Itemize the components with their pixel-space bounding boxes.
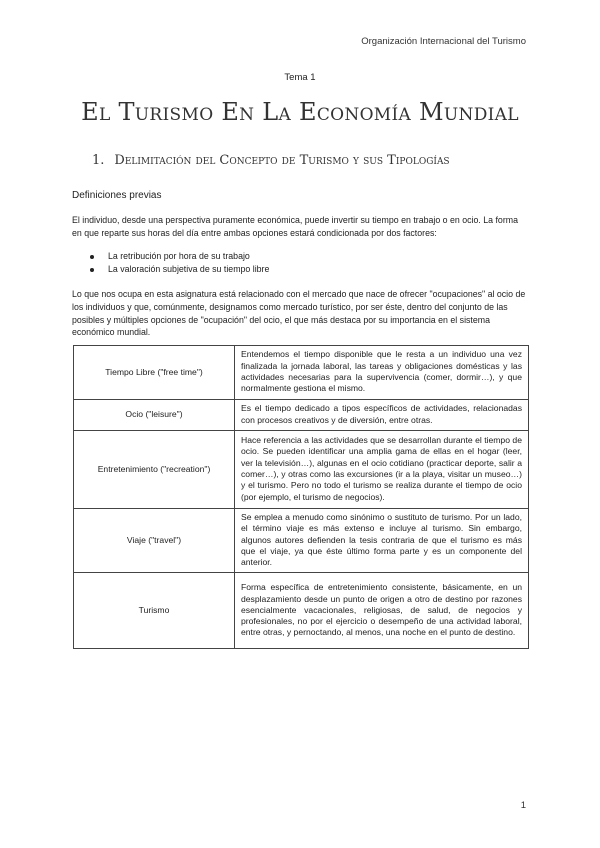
page-header: Organización Internacional del Turismo bbox=[361, 36, 526, 47]
section-heading bbox=[92, 153, 450, 168]
table-definition: Hace referencia a las actividades que se desarrollan durante el tiempo de ocio. Se pueden identificar una amplia gama de ellas en el hogar (leer, ver la televisión…), algunas en el ocio cotidiano (practicar deporte, salir a comer…), y otras como las excursiones (ir a la playa, visitar un museo…) y el turismo. Pero no todo el turismo se realiza durante el tiempo de ocio (por ejemplo, el turismo de negocios). bbox=[235, 431, 529, 509]
list-item bbox=[90, 263, 510, 276]
table-term: Ocio ("leisure") bbox=[74, 400, 235, 431]
list-item bbox=[90, 250, 510, 263]
list-item-text: La valoración subjetiva de su tiempo libre bbox=[108, 264, 270, 274]
bullet-icon bbox=[90, 268, 94, 272]
table-definition: Entendemos el tiempo disponible que le resta a un individuo una vez finalizada la jornada laboral, las tareas y obligaciones domésticas y las actividades necesarias para la supervivencia (comer, dormir…), y que normalmente gestiona el mismo. bbox=[235, 346, 529, 400]
table-term: Tiempo Libre ("free time") bbox=[74, 346, 235, 400]
table-term: Turismo bbox=[74, 573, 235, 649]
table-term: Entretenimiento ("recreation") bbox=[74, 431, 235, 509]
table-definition: Es el tiempo dedicado a tipos específicos de actividades, relacionadas con procesos creativos y de diversión, entre otras. bbox=[235, 400, 529, 431]
topic-label: Tema 1 bbox=[284, 72, 316, 83]
table-term: Viaje ("travel") bbox=[74, 509, 235, 573]
table-row bbox=[74, 431, 529, 509]
list-item-text: La retribución por hora de su trabajo bbox=[108, 251, 250, 261]
bullet-icon bbox=[90, 255, 94, 259]
subheading: Definiciones previas bbox=[72, 190, 162, 201]
page-title: El Turismo En La Economía Mundial bbox=[81, 98, 519, 126]
paragraph-market: Lo que nos ocupa en esta asignatura está relacionado con el mercado que nace de ofrecer "ocupaciones" al ocio de los individuos y que, comúnmente, designamos como mercado turístico, por ser éste, dentro del conjunto de las posibles y múltiples opciones de "ocupación" del ocio, el que más destaca por su importancia en el sistema económico mundial. bbox=[72, 289, 526, 338]
section-title: Delimitación del Concepto de Turismo y sus Tipologías bbox=[114, 153, 450, 168]
page-number: 1 bbox=[520, 800, 526, 811]
table-row bbox=[74, 400, 529, 431]
section-number: 1. bbox=[92, 153, 105, 168]
table-row bbox=[74, 573, 529, 649]
definitions-table bbox=[73, 345, 529, 649]
bullet-list bbox=[90, 250, 510, 276]
table-definition: Forma específica de entretenimiento consistente, básicamente, en un desplazamiento desde un punto de origen a otro de destino por razones esencialmente vacacionales, religiosas, de salud, de negocios y profesionales, no por el ejercicio o desempeño de una actividad laboral, entre otras, y pernoctando, al menos, una noche en el punto de destino. bbox=[235, 573, 529, 649]
table-row bbox=[74, 346, 529, 400]
table-row bbox=[74, 509, 529, 573]
paragraph-intro: El individuo, desde una perspectiva puramente económica, puede invertir su tiempo en trabajo o en ocio. La forma en que reparte sus horas del día entre ambas opciones estará condicionada por dos factores: bbox=[72, 215, 518, 238]
table-definition: Se emplea a menudo como sinónimo o sustituto de turismo. Por un lado, el término viaje es más extenso e incluye al turismo. Sin embargo, algunos autores defienden la tesis contraria de que el turismo es más que el viaje, ya que éste último forma parte y es un componente del anterior. bbox=[235, 509, 529, 573]
